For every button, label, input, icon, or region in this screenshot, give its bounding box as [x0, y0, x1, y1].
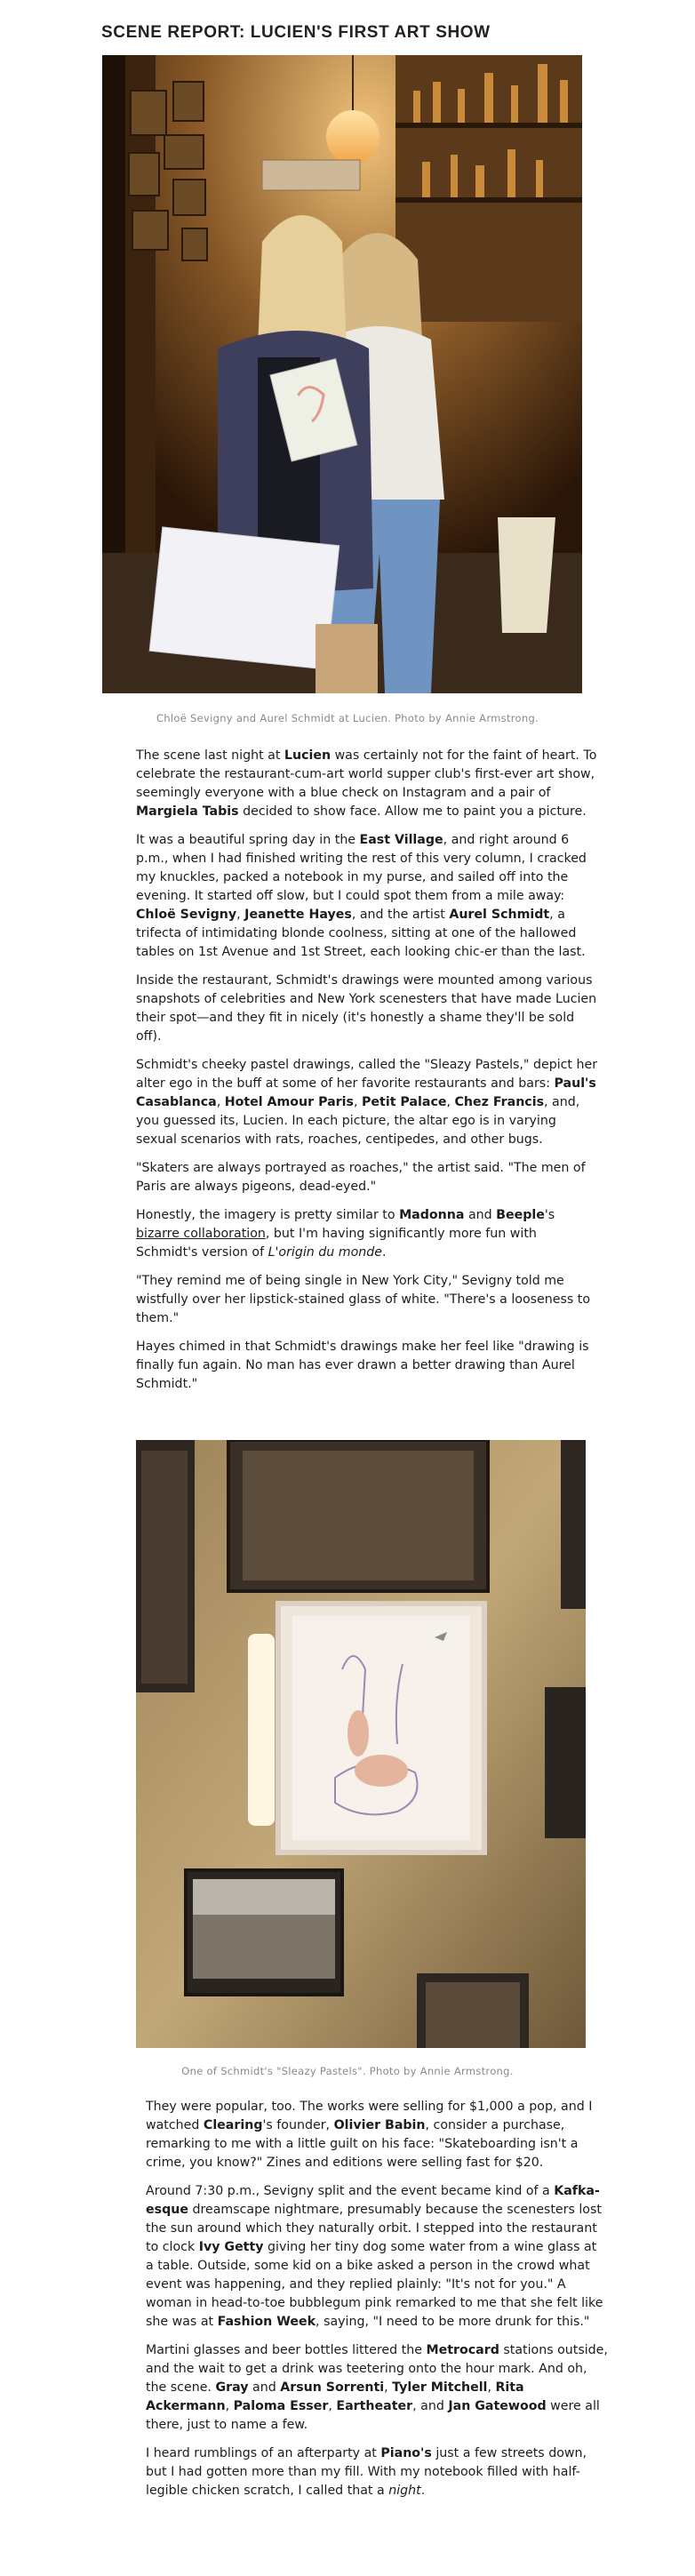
italic-title: night — [388, 2484, 421, 2498]
text-run: , — [216, 1095, 225, 1109]
drawing-photo-image — [136, 1440, 586, 2048]
paragraph — [136, 1272, 598, 1328]
text-run: , — [384, 2380, 393, 2395]
text-run: , but I'm having significantly more fun with Schmidt's version of — [136, 1227, 537, 1260]
text-run: It was a beautiful spring day in the — [136, 833, 360, 847]
bold-name: Chez Francis — [454, 1095, 545, 1109]
bold-name: Madonna — [399, 1208, 465, 1222]
drawing-photo — [136, 1440, 586, 2048]
text-run: 's founder, — [262, 2118, 334, 2132]
text-run: , — [354, 1095, 363, 1109]
text-run: , and right around 6 p.m., when I had finished writing the rest of this very column, I cracked my knuckles, packed a notebook in my purse, and sailed off into the evening. It started off slow, but I could spot them from a mile away: — [136, 833, 587, 903]
bold-name: Margiela Tabis — [136, 804, 239, 819]
text-run: , saying, "I need to be more drunk for this." — [316, 2315, 590, 2329]
paragraph — [136, 1159, 598, 1196]
text-run: . — [382, 1245, 387, 1260]
text-run: , — [328, 2399, 337, 2413]
bold-name: Chloë Sevigny — [136, 908, 237, 922]
hero-photo-image — [102, 55, 582, 693]
text-run: giving her tiny dog some water from a wine glass at a table. Outside, some kid on a bike asked a person in the crowd what event was happening, and they replied plainly: "It's not for you." A woman in head-to-toe bubblegum pink remarked to me that she felt like she was at — [146, 2240, 603, 2329]
text-run: and — [248, 2380, 281, 2395]
bold-name: Clearing — [203, 2118, 263, 2132]
paragraph — [146, 2444, 608, 2500]
paragraph — [136, 1056, 598, 1149]
bold-name: Lucien — [284, 748, 332, 763]
bold-name: Petit Palace — [362, 1095, 447, 1109]
bold-name: Tyler Mitchell — [392, 2380, 488, 2395]
text-run: I heard rumblings of an afterparty at — [146, 2446, 381, 2460]
text-run: was certainly not for the faint of heart. To celebrate the restaurant-cum-art world supper club's first-ever art show, seemingly everyone with a blue check on Instagram and a pair of — [136, 748, 597, 800]
paragraph — [146, 2098, 608, 2172]
text-run: , — [487, 2380, 496, 2395]
text-run: , and the artist — [351, 908, 450, 922]
bold-name: Ivy Getty — [198, 2240, 264, 2254]
paragraph — [136, 972, 598, 1046]
article-body-part-2 — [146, 2098, 608, 2510]
bold-name: Fashion Week — [217, 2315, 316, 2329]
bold-name: Paul's Casablanca — [136, 1076, 596, 1109]
italic-title: L'origin du monde — [268, 1245, 383, 1260]
paragraph — [136, 1206, 598, 1262]
text-run: Schmidt's cheeky pastel drawings, called the "Sleazy Pastels," depict her alter ego in the buff at some of her favorite restaurants and bars: — [136, 1058, 598, 1091]
text-run: They were popular, too. The works were selling for $1,000 a pop, and I watched — [146, 2100, 593, 2132]
text-run: were all there, just to name a few. — [146, 2399, 600, 2432]
hero-photo — [102, 55, 582, 693]
bold-name: Beeple — [496, 1208, 545, 1222]
bold-name: Kafka-esque — [146, 2184, 600, 2217]
text-run: and — [464, 1208, 497, 1222]
text-run: , — [236, 908, 245, 922]
text-run: , and — [412, 2399, 449, 2413]
paragraph — [136, 1338, 598, 1394]
text-run: just a few streets down, but I had gotten more than my fill. With my notebook filled with half-legible chicken scratch, I called that a — [146, 2446, 587, 2498]
text-run: "Skaters are always portrayed as roaches," the artist said. "The men of Paris are always pigeons, dead-eyed." — [136, 1161, 586, 1194]
bold-name: East Village — [359, 833, 443, 847]
text-run: The scene last night at — [136, 748, 284, 763]
article-headline: SCENE REPORT: LUCIEN'S FIRST ART SHOW — [101, 23, 491, 42]
text-run: . — [420, 2484, 426, 2498]
bold-name: Gray — [215, 2380, 249, 2395]
bold-name: Arsun Sorrenti — [280, 2380, 385, 2395]
bold-name: Aurel Schmidt — [449, 908, 550, 922]
paragraph — [136, 831, 598, 962]
text-run: Hayes chimed in that Schmidt's drawings make her feel like "drawing is finally fun again. No man has ever drawn a better drawing than Aurel Schmidt." — [136, 1340, 589, 1391]
bold-name: Piano's — [380, 2446, 432, 2460]
bold-name: Hotel Amour Paris — [224, 1095, 354, 1109]
text-run: 's — [544, 1208, 555, 1222]
paragraph — [136, 747, 598, 821]
bold-name: Eartheater — [336, 2399, 413, 2413]
paragraph — [146, 2182, 608, 2332]
drawing-photo-caption: One of Schmidt's "Sleazy Pastels". Photo by Annie Armstrong. — [181, 2065, 514, 2077]
text-run: Honestly, the imagery is pretty similar to — [136, 1208, 400, 1222]
text-run: stations outside, and the wait to get a drink was teetering onto the hour mark. And oh, the scene. — [146, 2343, 608, 2395]
text-run: , a trifecta of intimidating blonde coolness, sitting at one of the hallowed tables on 1st Avenue and 1st Street, each looking chic-er than the last. — [136, 908, 586, 959]
text-run: , and, you guessed its, Lucien. In each picture, the altar ego is in varying sexual scenarios with rats, roaches, centipedes, and other bugs. — [136, 1095, 580, 1147]
paragraph — [146, 2341, 608, 2435]
text-run: Martini glasses and beer bottles littered the — [146, 2343, 427, 2357]
text-run: , — [225, 2399, 234, 2413]
bold-name: Rita Ackermann — [146, 2380, 524, 2413]
bold-name: Jan Gatewood — [448, 2399, 547, 2413]
text-run: , — [446, 1095, 455, 1109]
hero-photo-caption: Chloë Sevigny and Aurel Schmidt at Lucien. Photo by Annie Armstrong. — [156, 712, 539, 724]
bold-name: Metrocard — [426, 2343, 499, 2357]
text-run: dreamscape nightmare, presumably because the scenesters lost the sun around which they naturally orbit. I stepped into the restaurant to clock — [146, 2203, 602, 2254]
bold-name: Olivier Babin — [333, 2118, 426, 2132]
text-run: decided to show face. Allow me to paint you a picture. — [238, 804, 587, 819]
article-body-part-1 — [136, 747, 598, 1404]
bold-name: Paloma Esser — [233, 2399, 329, 2413]
text-run: "They remind me of being single in New York City," Sevigny told me wistfully over her lipstick-stained glass of white. "There's a looseness to them." — [136, 1274, 591, 1325]
inline-link[interactable]: bizarre collaboration — [136, 1227, 266, 1241]
bold-name: Jeanette Hayes — [244, 908, 352, 922]
text-run: Inside the restaurant, Schmidt's drawings were mounted among various snapshots of celebrities and New York scenesters that have made Lucien their spot—and they fit in nicely (it's honestly a shame they'll be sold off). — [136, 973, 597, 1044]
text-run: , consider a purchase, remarking to me with a little guilt on his face: "Skateboarding isn't a crime, you know?" Zines and editions were selling fast for $20. — [146, 2118, 579, 2170]
text-run: Around 7:30 p.m., Sevigny split and the event became kind of a — [146, 2184, 555, 2198]
